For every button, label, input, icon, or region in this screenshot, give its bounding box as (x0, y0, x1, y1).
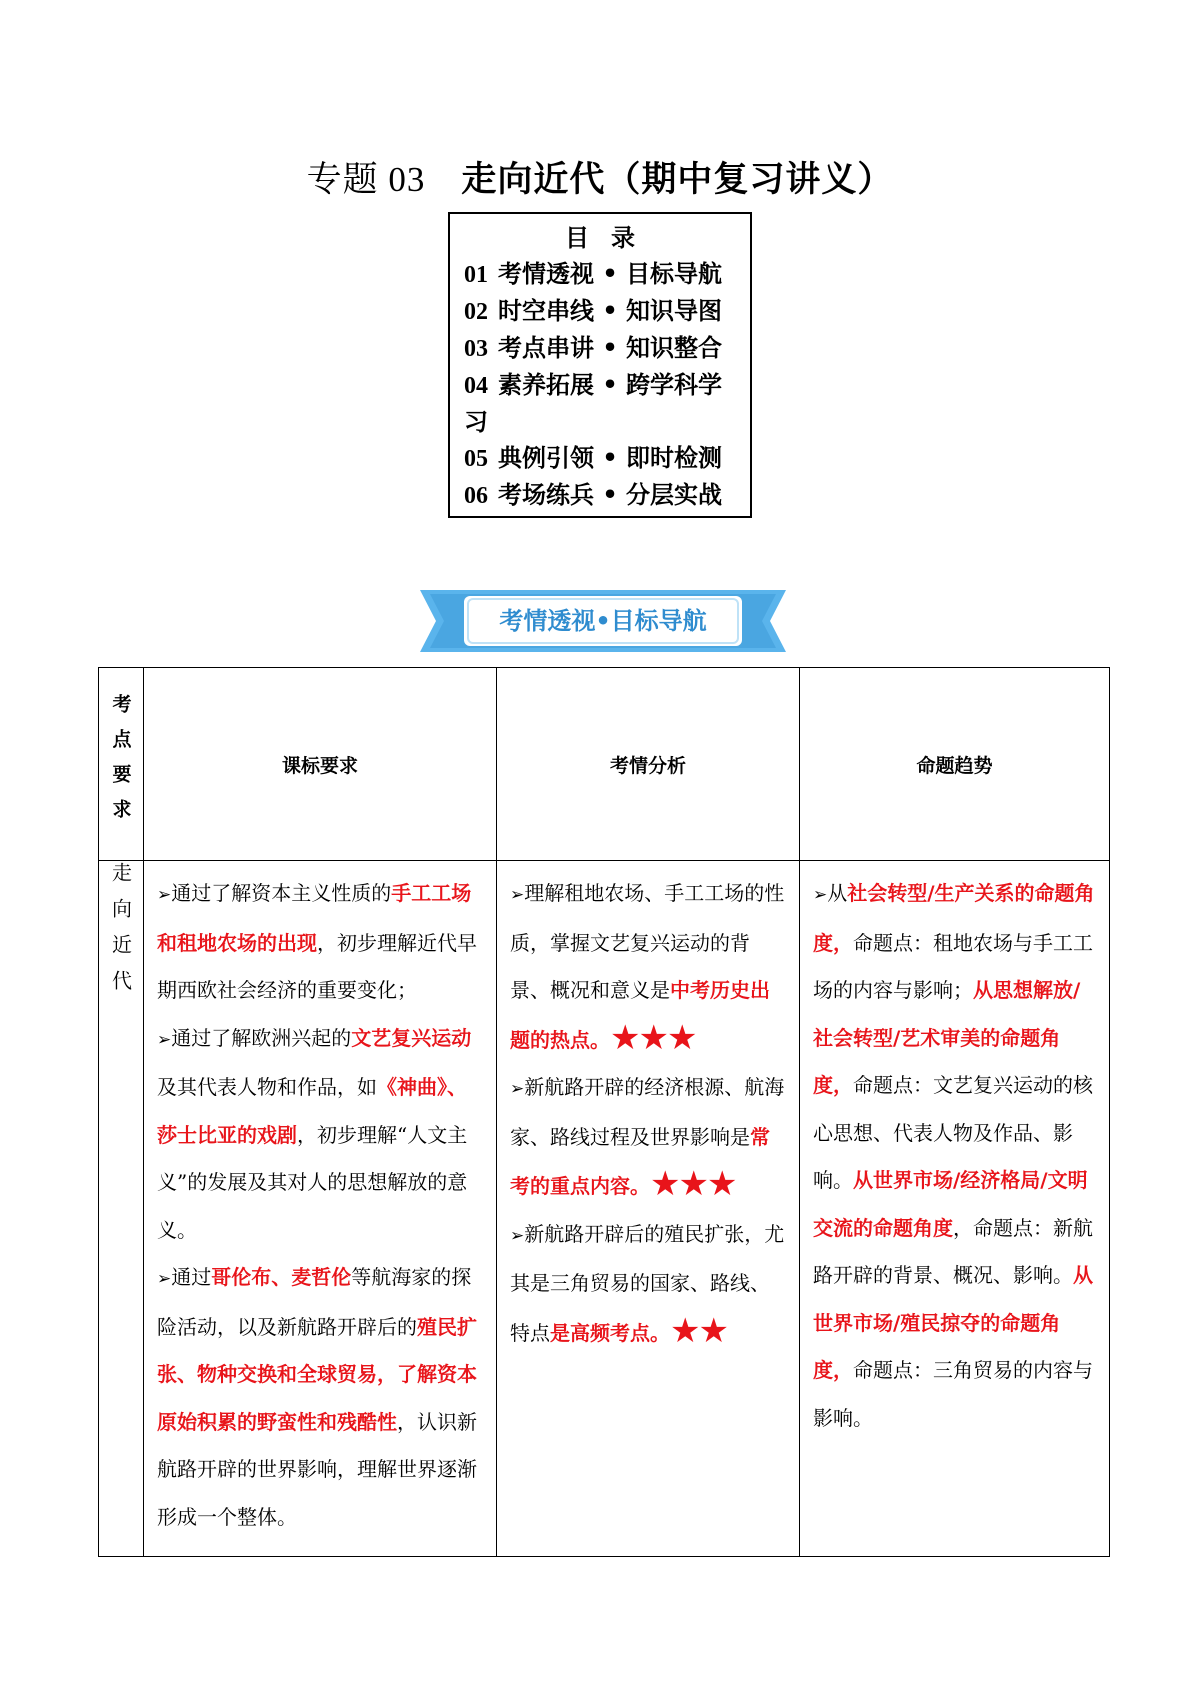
highlight-text: 是高频考点。 (550, 1320, 670, 1345)
highlight-text: 社会转型/生产关系的命题角度， (813, 881, 1095, 955)
body-text: 新航路开辟的经济根源、航海家、路线过程及世界影响是 (510, 1075, 785, 1149)
arrow-bullet-icon: ➢ (510, 1225, 525, 1246)
rating-stars: ★★ (670, 1310, 727, 1351)
toc-item-label: 考点串讲 • 知识整合 (498, 333, 723, 362)
toc-item (464, 440, 736, 477)
row-label-cell (99, 861, 144, 1557)
body-text: 等航海家的探险活动，以及新航路开辟后的 (157, 1265, 472, 1339)
toc-item-label: 典例引领 • 即时检测 (498, 443, 723, 472)
toc-item-label: 考场练兵 • 分层实战 (498, 480, 723, 509)
toc-heading: 目录 (565, 223, 657, 252)
bullet-paragraph (813, 870, 1098, 1442)
body-text: 从 (827, 881, 848, 905)
header-exam-points: 考点要求 (99, 668, 144, 861)
row-label: 走向近代 (108, 862, 133, 1006)
body-text: 命题点：三角贸易的内容与影响。 (813, 1358, 1093, 1430)
analysis-cell (497, 861, 800, 1557)
arrow-bullet-icon: ➢ (510, 1079, 525, 1099)
table-row (99, 861, 1110, 1557)
highlight-text: 手工工场和租地农场的出现 (157, 881, 472, 955)
toc-item-continuation: 习 (464, 407, 488, 436)
title-code: 专题 03 (306, 160, 426, 199)
body-text: 通过了解资本主义性质的 (171, 881, 392, 905)
arrow-bullet-icon: ➢ (813, 885, 828, 905)
highlight-text: 中考历史出题的热点。 (510, 978, 770, 1052)
header-curriculum: 课标要求 (144, 668, 497, 861)
page-title (0, 152, 1200, 202)
body-text: ，初步理解近代早期西欧社会经济的重要变化； (157, 930, 477, 1002)
highlight-text: 哥伦布、麦哲伦 (211, 1265, 352, 1289)
toc-item-number: 02 (464, 299, 488, 325)
table-header-row (99, 668, 1110, 861)
bullet-paragraph (157, 870, 485, 1015)
toc-item-label: 考情透视 • 目标导航 (498, 259, 723, 288)
bullet-paragraph (157, 1015, 485, 1255)
highlight-text: 《神曲》、莎士比亚的戏剧 (157, 1075, 467, 1147)
arrow-bullet-icon: ➢ (157, 1029, 172, 1050)
header-analysis: 考情分析 (497, 668, 800, 861)
bullet-paragraph (510, 1211, 788, 1358)
curriculum-cell (144, 861, 497, 1557)
trends-cell (800, 861, 1110, 1557)
body-text: 及其代表人物和作品，如 (157, 1075, 377, 1099)
toc-item (464, 330, 736, 367)
toc-item (464, 367, 736, 404)
toc-item-label: 素养拓展 • 跨学科学 (498, 370, 723, 399)
toc-item (464, 477, 736, 514)
body-text: 理解租地农场、手工工场的性质，掌握文艺复兴运动的背景、概况和意义是 (510, 881, 785, 1002)
section-banner (420, 590, 786, 652)
body-text: ，初步理解“人文主义”的发展及其对人的思想解放的意义。 (157, 1122, 468, 1242)
highlight-text: 文艺复兴运动 (351, 1025, 472, 1050)
header-trends: 命题趋势 (800, 668, 1110, 861)
toc-item-number: 05 (464, 446, 488, 472)
body-text: 通过了解欧洲兴起的 (171, 1025, 352, 1050)
table-of-contents (448, 212, 752, 518)
body-text: 新航路开辟后的殖民扩张，尤其是三角贸易的国家、路线、特点 (510, 1221, 785, 1345)
body-text: ，认识新航路开辟的世界影响，理解世界逐渐形成一个整体。 (157, 1409, 477, 1529)
toc-item-label: 时空串线 • 知识导图 (498, 296, 723, 325)
title-text: 走向近代（期中复习讲义） (461, 159, 894, 200)
toc-items (464, 256, 736, 514)
toc-item-number: 03 (464, 336, 488, 362)
highlight-text: 殖民扩张、物种交换和全球贸易，了解资本原始积累的野蛮性和残酷性 (157, 1314, 477, 1434)
toc-item (464, 256, 736, 293)
toc-item-number: 04 (464, 373, 488, 399)
arrow-bullet-icon: ➢ (510, 885, 525, 905)
arrow-bullet-icon: ➢ (157, 1269, 172, 1289)
highlight-text: 从思想解放/社会转型/艺术审美的命题角度， (813, 978, 1081, 1097)
body-text: ，命题点：新航路开辟的背景、概况、影响。 (813, 1215, 1093, 1287)
arrow-bullet-icon: ➢ (157, 885, 172, 905)
toc-item (464, 293, 736, 330)
exam-requirements-table (98, 667, 1110, 1557)
bullet-paragraph (510, 1064, 788, 1211)
toc-item-number: 01 (464, 262, 488, 288)
highlight-text: 常考的重点内容。 (510, 1124, 770, 1198)
body-text: 命题点：租地农场与手工工场的内容与影响； (813, 930, 1093, 1002)
banner-text: 考情透视•目标导航 (499, 607, 707, 635)
highlight-text: 从世界市场/殖民掠夺的命题角度， (813, 1263, 1093, 1382)
body-text: 命题点：文艺复兴运动的核心思想、代表人物及作品、影响。 (813, 1073, 1093, 1192)
bullet-paragraph (510, 870, 788, 1064)
body-text: 通过 (171, 1265, 212, 1289)
rating-stars: ★★★ (650, 1164, 736, 1204)
rating-stars: ★★★ (610, 1017, 696, 1058)
highlight-text: 从世界市场/经济格局/文明交流的命题角度 (813, 1168, 1088, 1240)
toc-item-number: 06 (464, 483, 488, 509)
bullet-paragraph (157, 1254, 485, 1541)
